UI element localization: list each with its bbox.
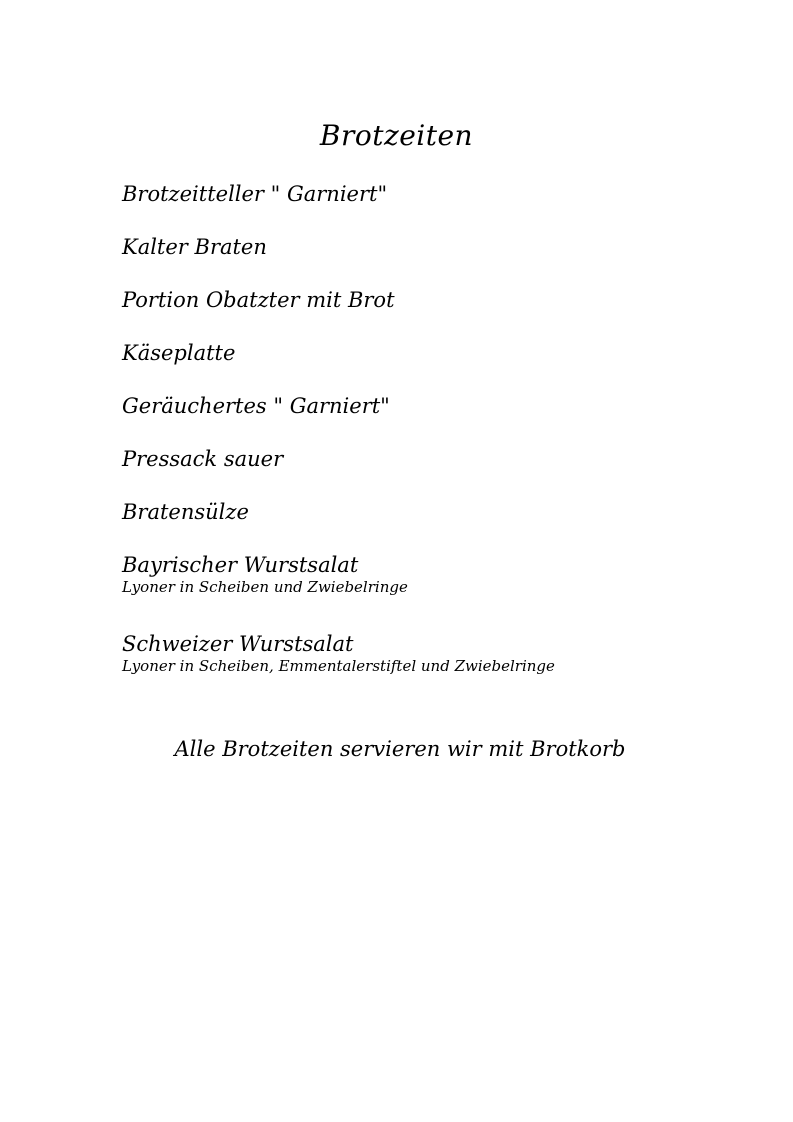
menu-item-description: Lyoner in Scheiben und Zwiebelringe [122,578,408,596]
menu-item [122,178,742,231]
menu-item-name: Bratensülze [122,500,249,524]
menu-item [122,284,742,337]
menu-item-name: Bayrischer Wurstsalat [122,553,359,577]
menu-item [122,231,742,284]
menu-item-name: Geräuchertes " Garniert" [122,394,390,418]
footer-note: Alle Brotzeiten servieren wir mit Brotkorb [174,737,626,761]
menu-item [122,496,742,549]
menu-item-description: Lyoner in Scheiben, Emmentalerstiftel und Zwiebelringe [122,657,555,675]
menu-list [122,178,742,707]
menu-item-name: Käseplatte [122,341,236,365]
menu-item-name: Brotzeitteller " Garniert" [122,182,388,206]
menu-item-name: Portion Obatzter mit Brot [122,288,395,312]
page-title: Brotzeiten [319,119,474,152]
menu-item [122,390,742,443]
menu-item [122,337,742,390]
menu-item-name: Kalter Braten [122,235,267,259]
menu-item [122,443,742,496]
menu-item-name: Pressack sauer [122,447,284,471]
menu-item [122,549,742,628]
menu-item [122,628,742,707]
menu-item-name: Schweizer Wurstsalat [122,632,354,656]
